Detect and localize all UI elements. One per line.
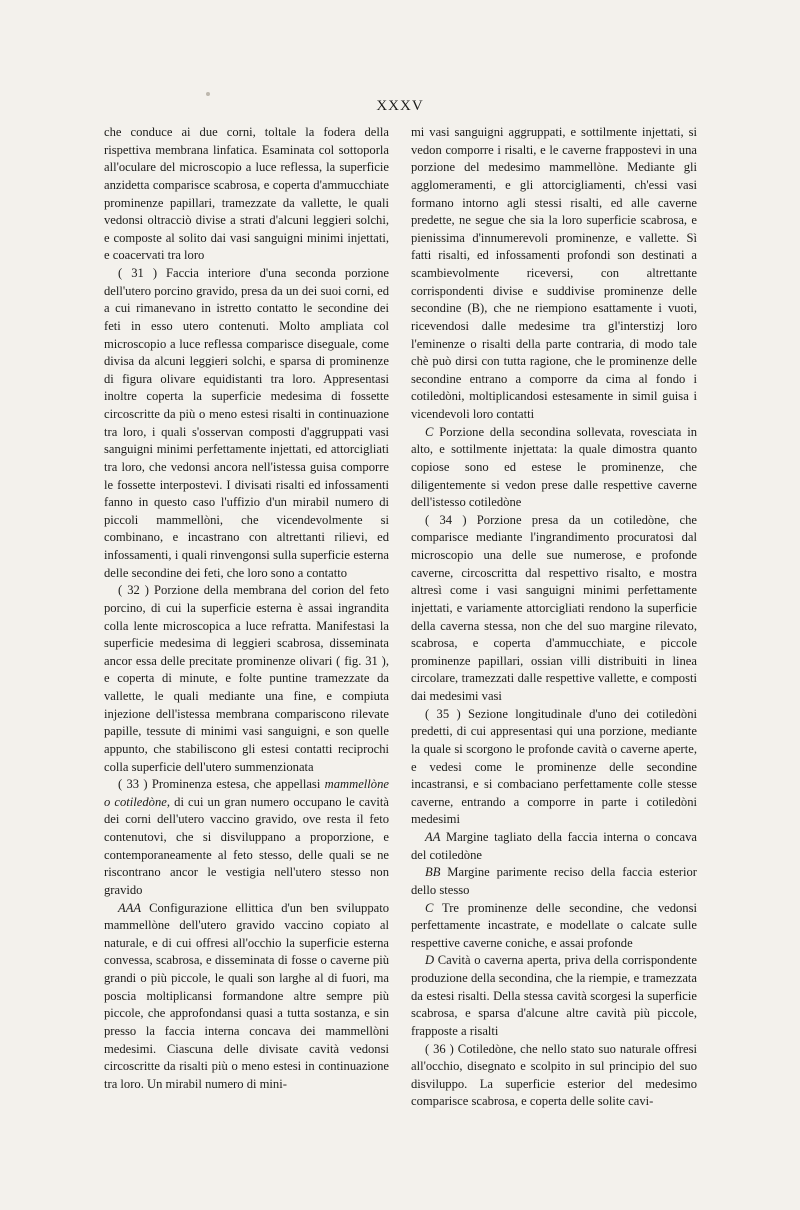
paragraph-text: ( 32 ) Porzione della membrana del corion del feto porcino, di cui la superficie esterna è assai ingrandita colla lente microscopica a luce refratta. Manifestasi la superficie medesima di leggieri scabrosa, disseminata ancor essa delle precitate prominenze olivari ( fig. 31 ), e coperta di minute, e folte puntine tramezzate da vallette, le quali mediante una fine, e compiuta injezione dell'istessa membrana compariscono rilevate papille, tessute di minimi vasi sanguigni, e son quelle appunto, che stabiliscono gli estesi contatti reciprochi colla superficie dell'utero summenzionata xyxy=(104,583,389,774)
paragraph-text: che conduce ai due corni, toltale la fodera della rispettiva membrana linfatica. Esaminata col sottoporla all'oculare del microscopio a luce reflessa, la superficie anzidetta comparisce scabrosa, e coperta d'ammucchiate prominenze papillari, tramezzate da vallette, le quali vedonsi oltracciò divise a strati d'alcuni leggieri solchi, e composte al solito dai vasi sanguigni minimi injettati, e coacervati tra loro xyxy=(104,125,389,263)
figure-label: C xyxy=(425,900,434,915)
italic-term: mammellòne o cotiledòne xyxy=(104,777,389,809)
paragraph xyxy=(411,829,697,864)
paragraph xyxy=(104,265,389,582)
paragraph-text: ( 31 ) Faccia interiore d'una seconda porzione dell'utero porcino gravido, presa da un dei suoi corni, ed a cui rimanevano in istretto contatto le secondine dei feti in esso utero contenuti. Molto ampliata col microscopio a luce reflessa comparisce diseguale, come divisa da alcuni leggieri solchi, e sparsa di prominenze di figura olivare equidistanti tra loro. Appresentasi inoltre coperta la superficie medesima di fossette circoscritte da più o meno estesi risalti in continuazione tra loro, i quali s'osservan composti d'aggruppati vasi sanguigni minimi perfettamente injettati, ed attorcigliati tra loro, che vedonsi ancora nell'istessa guisa comporre le fossette interpostevi. I divisati risalti ed infossamenti fanno in questo caso l'uffizio d'un mirabil numero di piccoli mammellòni, che vicendevolmente si combinano, e incastrano con altrettanti rilievi, ed infossamenti, i quali rinvengonsi sulla superficie esterna delle secondine dei feti, che loro sono a contatto xyxy=(104,266,389,580)
left-column xyxy=(104,124,389,1093)
paragraph-text: Tre prominenze delle secondine, che vedonsi perfettamente incastrate, e modellate o calcate sulle respettive caverne coniche, e assai profonde xyxy=(411,900,697,950)
page-number: XXXV xyxy=(376,98,424,114)
paragraph xyxy=(411,900,697,953)
paragraph xyxy=(411,706,697,829)
paragraph-text: Margine parimente reciso della faccia esterior dello stesso xyxy=(411,865,697,897)
ink-spot xyxy=(206,92,210,96)
paragraph-text: Cavità o caverna aperta, priva della corrispondente produzione della secondina, che la riempie, e tramezzata da estesi risalti. Della stessa cavità scorgesi la superficie scabrosa, e sparsa d'alcune altre cavità più piccole, frapposte a risalti xyxy=(411,953,697,1038)
paragraph xyxy=(104,776,389,899)
figure-label: D xyxy=(425,953,435,968)
paragraph xyxy=(104,124,389,265)
paragraph-text: mi vasi sanguigni aggruppati, e sottilmente injettati, si vedon comporre i risalti, e le caverne frappostevi in una porzione del medesimo mammellòne. Mediante gli agglomeramenti, e gli attorcigliamenti, ch'essi vasi formano intorno agli stessi risalti, ed alle caverne predette, ne segue che sia la loro superficie scabrosa, e pienissima d'innumerevoli prominenze, e vallette. Sì fatti risalti, ed infossamenti profondi son destinati a scambievolmente riceversi, con altrettante corrispondenti divise e suddivise prominenze delle secondine (B), che ne riempiono esattamente i vuoti, ricevendosi dalle medesime tra gl'interstizj loro l'eminenze o risalti della parte contraria, di modo tale chè può dirsi con tutta ragione, che le prominenze delle secondine entrano a comporre da cima al fondo i cotiledòni, moltiplicandosi estesamente in simil guisa i vicendevoli loro contatti xyxy=(411,125,697,421)
paragraph xyxy=(411,1041,697,1112)
paragraph-text: Porzione della secondina sollevata, rovesciata in alto, e sottilmente injettata: la quale dimostra quanto copiose sono ed estese le prominenze, che diligentemente si vedon prese dalle respettive caverne dell'istesso cotiledòne xyxy=(411,424,697,510)
paragraph-text: ( 35 ) Sezione longitudinale d'uno dei cotiledòni predetti, di cui appresentasi qui una porzione, mediante la quale si scorgono le profonde cavità o caverne aperte, e vedesi come le prominenze delle secondine incastransi, e si combaciano perfettamente colle stesse caverne, entrando a comporre in parte i cotiledòni medesimi xyxy=(411,706,697,827)
paragraph xyxy=(104,900,389,1094)
figure-label: C xyxy=(425,424,434,439)
paragraph xyxy=(411,424,697,512)
paragraph-text: ( 36 ) Cotiledòne, che nello stato suo naturale offresi all'occhio, disegnato e scolpito in sul principio del suo disviluppo. La superficie esterior del medesimo comparisce scabrosa, e coperta delle solite cavi- xyxy=(411,1041,697,1109)
paragraph xyxy=(411,512,697,706)
paragraph-text: , di cui un gran numero occupano le cavità dei corni dell'utero vaccino gravido, ove resta il feto contenutovi, che si disviluppano a proporzione, e contemporaneamente al feto stesso, delle quali se ne riscontrano ancor le vestigia nell'utero stesso non gravido xyxy=(104,794,389,897)
figure-label: AA xyxy=(425,830,441,844)
paragraph xyxy=(411,952,697,1040)
paragraph-text: Margine tagliato della faccia interna o concava del cotiledòne xyxy=(411,830,697,862)
paragraph-text: ( 34 ) Porzione presa da un cotiledòne, che comparisce mediante l'ingrandimento procuratosi dal microscopio una delle sue numerose, e profonde caverne, circoscritta dal respettivo risalto, e mostra altresì come i vasi sanguigni minimi perfettamente injettati, e variamente attorcigliati rendono la superficie della caverna stessa, non che del suo margine rilevato, scabrosa, e coperta d'ammucchiate, e piccole prominenze papillari, ossian villi distribuiti in linea circolare, tramezzati dalle respettive vallette, e composti dai medesimi vasi xyxy=(411,512,697,703)
figure-label: AAA xyxy=(118,900,142,915)
right-column xyxy=(411,124,697,1111)
paragraph xyxy=(411,124,697,424)
figure-label: BB xyxy=(425,865,441,880)
paragraph-text: ( 33 ) Prominenza estesa, che appellasi xyxy=(118,777,325,792)
paragraph-text: Configurazione ellittica d'un ben sviluppato mammellòne dell'utero gravido vaccino copiato al naturale, e di cui offresi all'occhio la superficie esterna convessa, scabrosa, e disseminata di fosse o caverne più grandi o più piccole, le quali son larghe al di fuori, ma poscia moltiplicansi formandone altre sempre più piccole, che approfondansi quasi a tutta sostanza, e sin presso la faccia interna concava dei mammellòni medesimi. Ciascuna delle divisate cavità vedonsi circoscritte da risalti più o meno estesi in continuazione tra loro. Un mirabil numero di mini- xyxy=(104,900,389,1091)
paragraph xyxy=(411,864,697,899)
paragraph xyxy=(104,582,389,776)
